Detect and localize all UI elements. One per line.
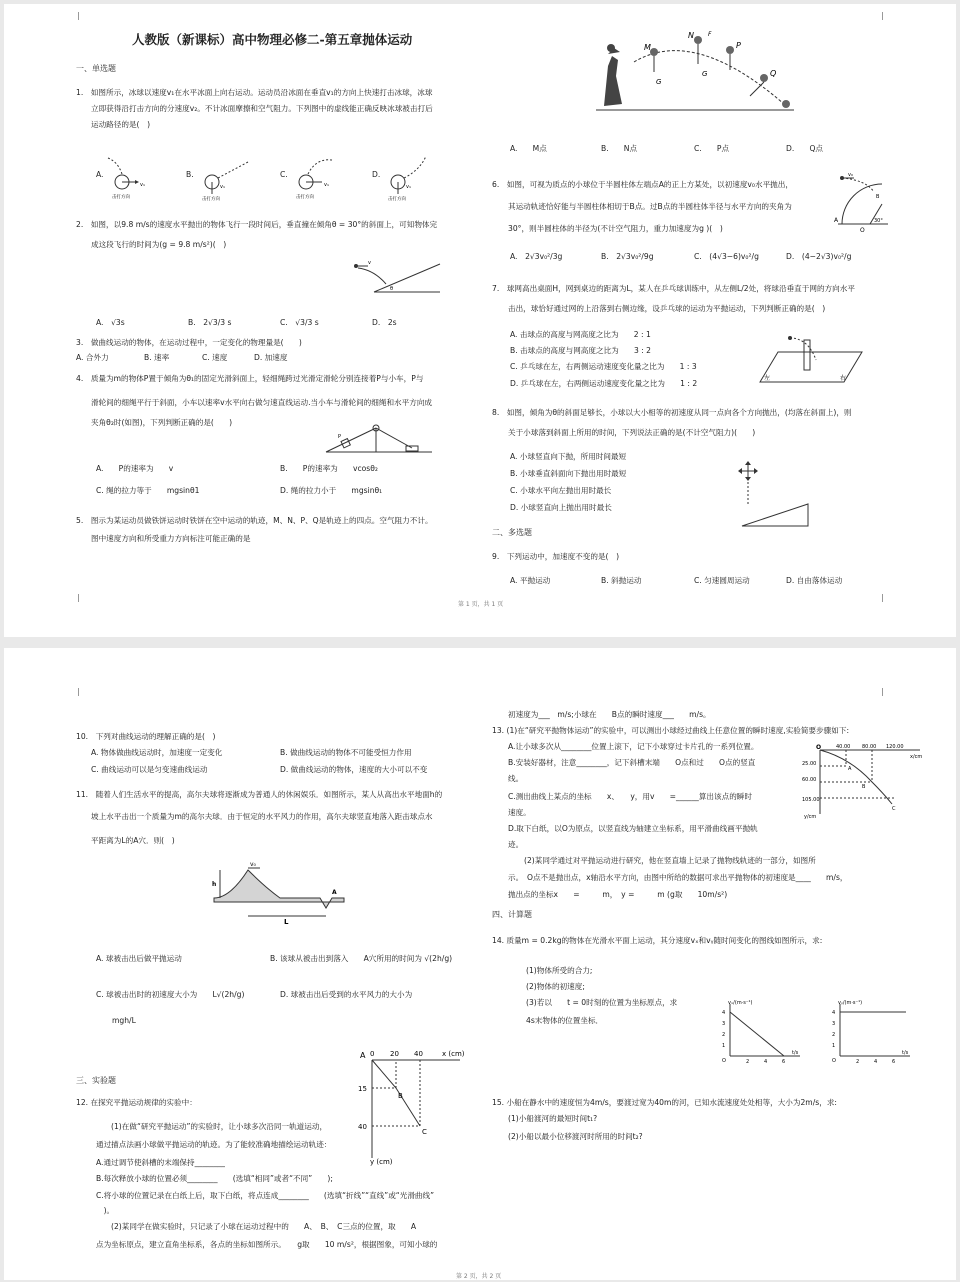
tick-4: 4 — [832, 1010, 836, 1016]
option-b: B. 2√3v₀²/9g — [601, 252, 654, 261]
label-a: A — [360, 1051, 366, 1060]
question-13-text: B.安装好器材，注意________，记下斜槽末端 O点和过 O点的竖直 — [508, 758, 756, 767]
question-4-text: 4. 质量为m的物体P置于倾角为θ₁的固定光滑斜面上，轻细绳跨过光滑定滑轮分别连接着P与小车，P与 — [76, 374, 424, 383]
figure-q1-a — [104, 156, 164, 202]
option-b: B. 该球从被击出到落入 A穴所用的时间为 √(2h/g) — [270, 954, 453, 963]
question-8-text: 8. 如图，倾角为θ的斜面足够长，小球以大小相等的初速度从同一点向各个方向抛出，(均落在斜面上)，则 — [492, 408, 852, 417]
option-c: C. 速度 — [202, 353, 228, 362]
option-d: D. Q点 — [786, 144, 824, 153]
question-12-text: B.每次释放小球的位置必须________ (选填“相同”或者“不同” ); — [96, 1174, 333, 1183]
label-v: v — [368, 260, 371, 266]
figure-q4 — [324, 424, 434, 454]
label-right: 右 — [840, 375, 847, 382]
option-c: C. 绳的拉力等于 mgsinθ1 — [96, 486, 200, 495]
question-13-text: 线。 — [508, 774, 524, 783]
label-m: M — [644, 43, 651, 52]
question-5-text: 图中速度方向和所受重力方向标注可能正确的是 — [91, 534, 251, 543]
question-2-text: 2. 如图，以9.8 m/s的速度水平抛出的物体飞行一段时间后，垂直撞在倾角θ = 30°的斜面上，可知物体完 — [76, 220, 438, 229]
question-14-text: (1)物体所受的合力; — [526, 966, 593, 975]
option-c: C. 小球水平向左抛出用时最长 — [510, 486, 612, 495]
tick-60: 60.00 — [802, 777, 817, 783]
crop-mark — [70, 688, 79, 696]
tick-80: 80.00 — [862, 744, 877, 750]
option-c: C. P点 — [694, 144, 730, 153]
option-b: B. 击球点的高度与网高度之比为 3 : 2 — [510, 346, 651, 355]
tick-120: 120.00 — [886, 744, 904, 750]
label-b: B — [876, 194, 880, 200]
axis-y-label: y/cm — [804, 814, 817, 820]
option-d: D. 球被击出后受到的水平风力的大小为 — [280, 990, 413, 999]
question-11-text: 平距离为L的A穴．则( ) — [91, 836, 175, 845]
tick-4: 4 — [874, 1059, 878, 1065]
option-a: A. 2√3v₀²/3g — [510, 252, 563, 261]
crop-mark — [882, 594, 891, 602]
label-v0: v₀ — [848, 172, 853, 178]
question-1-text: 立即获得沿打击方向的分速度v₂。不计冰面摩擦和空气阻力。下列图中的虚线能正确反映冰球被击打后 — [91, 104, 433, 113]
label-o: O — [860, 227, 865, 234]
label-h: h — [212, 881, 217, 888]
crop-mark — [882, 12, 891, 20]
tick-25: 25.00 — [802, 761, 817, 767]
option-b: B. 2√3/3 s — [188, 318, 232, 327]
option-c: C. √3/3 s — [280, 318, 319, 327]
option-c: C. 曲线运动可以是匀变速曲线运动 — [91, 765, 208, 774]
question-12-text: 初速度为___ m/s;小球在 B点的瞬时速度___ m/s。 — [508, 710, 711, 719]
figure-q14-vy — [822, 1000, 914, 1064]
label-c: C — [422, 1128, 427, 1136]
option-b: B. 做曲线运动的物体不可能受恒力作用 — [280, 748, 412, 757]
tick-4: 4 — [722, 1010, 726, 1016]
page-1 — [4, 4, 956, 637]
tick-1: 1 — [832, 1043, 836, 1049]
option-a: A. 平抛运动 — [510, 576, 551, 585]
figure-q13-grid — [800, 744, 928, 820]
label-a: A — [834, 217, 839, 224]
option-b: B. — [186, 170, 194, 179]
question-13-text: 速度。 — [508, 808, 531, 817]
page-footer: 第 1 页，共 1 页 — [458, 601, 504, 608]
option-d: D. 小球竖直向上抛出用时最长 — [510, 503, 612, 512]
label-v1: v₁ — [140, 182, 145, 188]
tick-3: 3 — [832, 1021, 836, 1027]
axis-x-label: x (cm) — [442, 1050, 465, 1058]
option-a: A. 小球竖直向下抛，所用时间最短 — [510, 452, 627, 461]
question-14-text: 4s末物体的位置坐标． — [526, 1016, 604, 1025]
tick-20: 20 — [390, 1050, 399, 1058]
axis-x-label: t/s — [792, 1050, 799, 1056]
option-d: D. 乒乓球在左，右两侧运动速度变化量之比为 1 : 2 — [510, 379, 698, 388]
option-d: D. 绳的拉力小于 mgsinθ₁ — [280, 486, 383, 495]
label-o: O — [722, 1058, 726, 1064]
option-a: A. 击球点的高度与网高度之比为 2 : 1 — [510, 330, 651, 339]
option-a: A. 球被击出后做平抛运动 — [96, 954, 182, 963]
tick-4: 4 — [764, 1059, 768, 1065]
figure-q2 — [334, 256, 444, 296]
figure-q1-b — [194, 152, 254, 202]
option-d: D. 自由落体运动 — [786, 576, 843, 585]
axis-x-label: t/s — [902, 1050, 909, 1056]
option-b: B. 小球垂直斜面向下抛出用时最短 — [510, 469, 627, 478]
option-c: C. — [280, 170, 288, 179]
option-d: D. 做曲线运动的物体，速度的大小可以不变 — [280, 765, 428, 774]
option-a: A. 物体做曲线运动时，加速度一定变化 — [91, 748, 223, 757]
question-13-text: 抛出点的坐标x = m， y = m (g取 10m/s²) — [508, 890, 728, 899]
option-c: C. (4√3−6)v₀²/g — [694, 252, 759, 261]
label-b: B — [862, 784, 866, 790]
tick-40: 40 — [414, 1050, 423, 1058]
label-f: F — [708, 31, 712, 38]
option-d: D. (4−2√3)v₀²/g — [786, 252, 852, 261]
option-a: A. √3s — [96, 318, 125, 327]
question-14-text: (3)若以 t = 0时刻的位置为坐标原点，求 — [526, 998, 678, 1007]
label-hit: 击打方向 — [296, 195, 314, 200]
label-p: P — [338, 434, 342, 440]
question-10-text: 10. 下列对曲线运动的理解正确的是( ) — [76, 732, 216, 741]
option-b: B. 速率 — [144, 353, 170, 362]
question-13-text: 示。 O点不是抛出点，x轴沿水平方向，由图中所给的数据可求出平抛物体的初速度是____ m/s， — [508, 873, 848, 882]
figure-q12-grid — [356, 1046, 476, 1164]
question-6-text: 其运动轨迹恰好能与半圆柱体相切于B点。过B点的半圆柱体半径与水平方向的夹角为 — [508, 202, 792, 211]
question-13-text: (2)某同学通过对平抛运动进行研究，他在竖直墙上记录了抛物线轨迹的一部分，如图所 — [524, 856, 816, 865]
section-heading: 四、计算题 — [492, 910, 532, 919]
axis-y-label: y (cm) — [370, 1158, 393, 1166]
label-l: L — [284, 918, 289, 926]
option-d: D. 2s — [372, 318, 397, 327]
question-15-text: (1)小船渡河的最短时间t₁? — [508, 1114, 598, 1123]
section-heading: 二、多选题 — [492, 528, 532, 537]
question-8-text: 关于小球落到斜面上所用的时间，下列说法正确的是(不计空气阻力)( ) — [508, 428, 756, 437]
label-g: G — [702, 70, 708, 78]
question-1-text: 1. 如图所示，冰球以速度v₁在水平冰面上向右运动。运动员沿冰面在垂直v₁的方向上快速打击冰球，冰球 — [76, 88, 433, 97]
tick-15: 15 — [358, 1085, 367, 1093]
figure-q11 — [210, 862, 350, 926]
tick-6: 6 — [782, 1059, 786, 1065]
figure-q5-discus — [594, 26, 804, 116]
label-a: A — [848, 766, 852, 772]
question-9-text: 9. 下列运动中，加速度不变的是( ) — [492, 552, 620, 561]
question-12-text: 通过描点法画小球做平抛运动的轨迹。为了能较准确地描绘运动轨迹： — [96, 1140, 332, 1149]
question-12-text: (1)在做“研究平抛运动”的实验时，让小球多次沿同一轨道运动， — [111, 1122, 328, 1131]
axis-x-label: x/cm — [910, 754, 923, 760]
question-7-text: 7. 球网高出桌面H，网到桌边的距离为L，某人在乒乓球训练中，从左侧L/2处，将球沿垂直于网的方向水平 — [492, 284, 855, 293]
crop-mark — [70, 12, 79, 20]
question-4-text: 夹角θ₂时(如图)，下列判断正确的是( ) — [91, 418, 233, 427]
option-c: C. 匀速圆周运动 — [694, 576, 750, 585]
question-15-text: 15. 小船在静水中的速度恒为4m/s，要渡过宽为40m的河，已知水流速度处处相等，大小为2m/s，求: — [492, 1098, 837, 1107]
question-14-text: 14. 质量m = 0.2kg的物体在光滑水平面上运动，其分速度vₓ和vᵧ随时间变化的图线如图所示，求: — [492, 936, 823, 945]
question-6-text: 30°，则半圆柱体的半径为(不计空气阻力，重力加速度为g )( ) — [508, 224, 723, 233]
option-a: A. — [96, 170, 104, 179]
tick-0: 0 — [370, 1050, 375, 1058]
label-v1: v₁ — [220, 184, 225, 190]
label-o: O — [816, 744, 822, 751]
label-v1: v₁ — [324, 182, 329, 188]
page-2 — [4, 648, 956, 1280]
option-b: B. P的速率为 vcosθ₂ — [280, 464, 378, 473]
crop-mark — [882, 688, 891, 696]
label-o: O — [832, 1058, 836, 1064]
figure-q6 — [830, 172, 890, 234]
label-theta: θ — [390, 286, 394, 292]
tick-2: 2 — [832, 1032, 836, 1038]
tick-2: 2 — [746, 1059, 750, 1065]
question-11-text: 11. 随着人们生活水平的提高，高尔夫球将逐渐成为普通人的休闲娱乐．如图所示，某人从高出水平地面h的 — [76, 790, 443, 799]
option-d: D. — [372, 170, 381, 179]
question-13-text: 13. (1)在“研究平抛物体运动”的实验中，可以测出小球经过曲线上任意位置的瞬时速度,实验简要步骤如下: — [492, 726, 850, 735]
label-c: C — [892, 806, 896, 812]
crop-mark — [70, 594, 79, 602]
question-12-text: (2)某同学在做实验时，只记录了小球在运动过程中的 A、 B、 C三点的位置，取 A — [111, 1222, 417, 1231]
section-heading: 一、单选题 — [76, 64, 116, 73]
question-5-text: 5. 图示为某运动员做铁饼运动时铁饼在空中运动的轨迹，M、N、P、Q是轨迹上的四点。空气阻力不计。 — [76, 516, 433, 525]
option-c: C. 乒乓球在左，右两侧运动速度变化量之比为 1 : 3 — [510, 362, 697, 371]
question-12-text: A.通过调节使斜槽的末端保持________ — [96, 1158, 225, 1167]
question-12-text: 12. 在探究平抛运动规律的实验中： — [76, 1098, 197, 1107]
question-4-text: 滑轮间的细绳平行于斜面，小车以速率v水平向右做匀速直线运动.当小车与滑轮间的细绳和水平方向成 — [91, 398, 433, 407]
option-b: B. 斜抛运动 — [601, 576, 642, 585]
question-7-text: 击出，球恰好通过网的上沿落到右侧边缘，设乒乓球的运动为平抛运动，下列判断正确的是( ) — [508, 304, 826, 313]
question-12-text: C.将小球的位置记录在白纸上后，取下白纸，将点连成________ (选填“折线”“直线”或“光滑曲线” — [96, 1191, 435, 1200]
option-a: A. P的速率为 v — [96, 464, 174, 473]
question-1-text: 运动路径的是( ) — [91, 120, 151, 129]
question-13-text: 迹。 — [508, 840, 524, 849]
question-12-text: 点为坐标原点，建立直角坐标系，各点的坐标如图所示。 g取 10 m/s²，根据图象，可知小球的 — [96, 1240, 438, 1249]
question-2-text: 成这段飞行的时间为(g = 9.8 m/s²)( ) — [91, 240, 227, 249]
figure-q1-d — [380, 152, 440, 202]
section-heading: 三、实验题 — [76, 1076, 116, 1085]
figure-q7 — [756, 334, 866, 386]
question-13-text: C.测出曲线上某点的坐标 x、 y，用v =______算出该点的瞬时 — [508, 792, 752, 801]
figure-q1-c — [288, 154, 348, 202]
tick-2: 2 — [856, 1059, 860, 1065]
question-13-text: A.让小球多次从________位置上滚下，记下小球穿过卡片孔的一系列位置。 — [508, 742, 759, 751]
axis-y-label: vᵧ/(m·s⁻¹) — [838, 1000, 863, 1006]
label-hit: 击打方向 — [112, 195, 130, 200]
label-left: 左 — [764, 375, 771, 382]
option-d-formula: mgh/L — [112, 1016, 136, 1025]
page-footer: 第 2 页，共 2 页 — [456, 1273, 502, 1280]
figure-q8 — [738, 460, 810, 528]
tick-40: 40 — [358, 1123, 367, 1131]
option-b: B. N点 — [601, 144, 638, 153]
label-g: G — [656, 78, 662, 86]
tick-2: 2 — [722, 1032, 726, 1038]
label-n: N — [688, 31, 694, 40]
option-d: D. 加速度 — [254, 353, 288, 362]
axis-y-label: vₓ/(m·s⁻¹) — [728, 1000, 753, 1006]
label-hit: 击打方向 — [202, 197, 220, 202]
question-3-text: 3. 做曲线运动的物体，在运动过程中，一定变化的物理量是( ) — [76, 338, 302, 347]
label-30: 30° — [874, 218, 883, 224]
label-a: A — [332, 889, 337, 896]
question-12-text: )。 — [96, 1206, 115, 1215]
figure-q14-vx — [712, 1000, 804, 1064]
page-title: 人教版（新课标）高中物理必修二-第五章抛体运动 — [132, 32, 413, 47]
label-hit: 击打方向 — [388, 197, 406, 202]
label-q: Q — [770, 69, 777, 78]
option-a: A. 合外力 — [76, 353, 109, 362]
question-11-text: 坡上水平击出一个质量为m的高尔夫球．由于恒定的水平风力的作用，高尔夫球竖直地落入距击球点水 — [91, 812, 433, 821]
label-v0: v₀ — [250, 861, 256, 868]
question-13-text: D.取下白纸，以O为原点，以竖直线为轴建立坐标系，用平滑曲线画平抛轨 — [508, 824, 758, 833]
tick-3: 3 — [722, 1021, 726, 1027]
tick-40: 40.00 — [836, 744, 851, 750]
question-15-text: (2)小船以最小位移渡河时所用的时间t₂? — [508, 1132, 643, 1141]
question-14-text: (2)物体的初速度; — [526, 982, 585, 991]
option-a: A. M点 — [510, 144, 547, 153]
tick-105: 105.00 — [802, 797, 820, 803]
label-v1: v₁ — [406, 184, 411, 190]
question-6-text: 6. 如图，可视为质点的小球位于半圆柱体左端点A的正上方某处，以初速度v₀水平抛出， — [492, 180, 793, 189]
option-c: C. 球被击出时的初速度大小为 L√(2h/g) — [96, 990, 245, 999]
label-p: P — [736, 41, 741, 50]
tick-1: 1 — [722, 1043, 726, 1049]
tick-6: 6 — [892, 1059, 896, 1065]
label-b: B — [398, 1092, 403, 1100]
